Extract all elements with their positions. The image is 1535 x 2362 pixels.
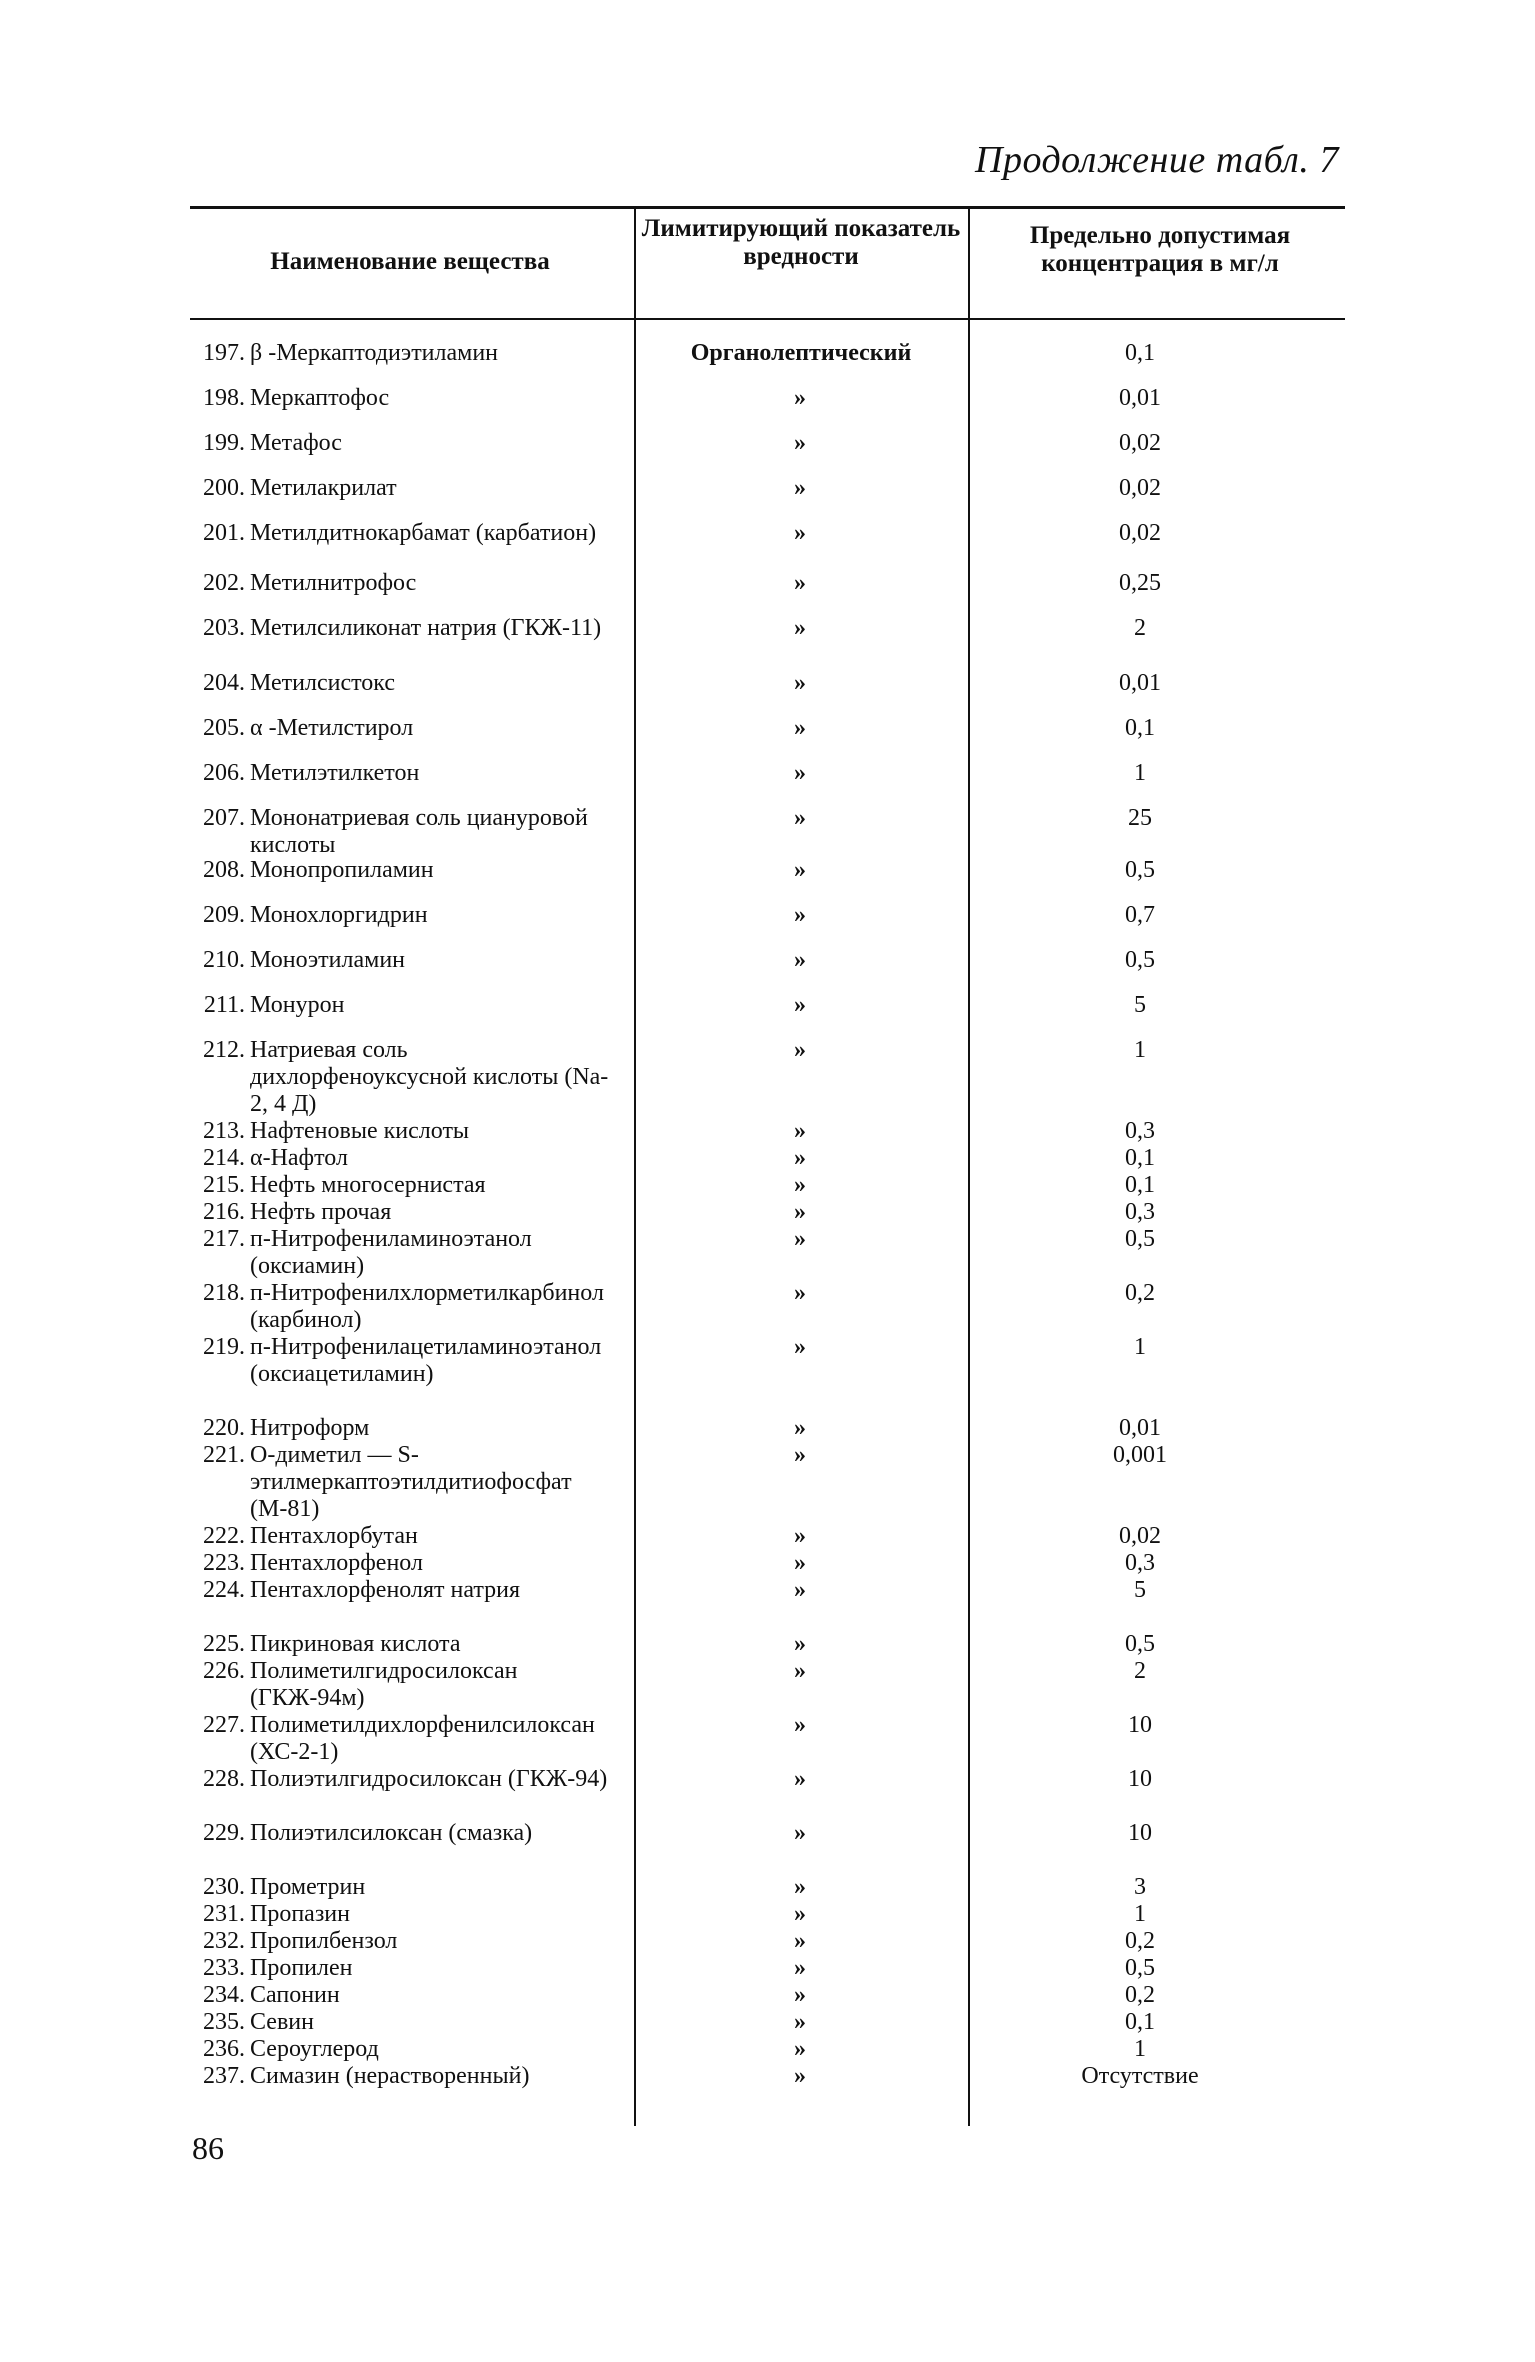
- limiting-indicator: »: [794, 1172, 806, 1198]
- substance-name: Моноэтиламин: [250, 947, 406, 973]
- row-number: 200.: [203, 475, 245, 501]
- limiting-indicator: »: [794, 760, 806, 786]
- continuation-title: Продолжение табл. 7: [975, 139, 1339, 181]
- limiting-indicator: »: [794, 1982, 806, 2008]
- max-concentration: 25: [1128, 805, 1152, 831]
- substance-name: Нафтеновые кислоты: [250, 1118, 470, 1144]
- substance-name: Сероуглерод: [250, 2036, 379, 2062]
- limiting-indicator: »: [794, 857, 806, 883]
- row-number: 204.: [203, 670, 245, 696]
- max-concentration: 0,2: [1125, 1928, 1155, 1954]
- limiting-indicator: »: [794, 1712, 806, 1738]
- max-concentration: 0,3: [1125, 1199, 1155, 1225]
- max-concentration: 0,5: [1125, 1631, 1155, 1657]
- limiting-indicator: »: [794, 992, 806, 1018]
- column-header-indicator: Лимитирующий показатель вредности: [641, 215, 961, 270]
- column-header-name: Наименование вещества: [270, 248, 550, 275]
- row-number: 198.: [203, 385, 245, 411]
- row-number: 206.: [203, 760, 245, 786]
- substance-name: Прометрин: [250, 1874, 366, 1900]
- limiting-indicator: »: [794, 1334, 806, 1360]
- max-concentration: 0,02: [1119, 475, 1161, 501]
- substance-name: Пентахлорбутан: [250, 1523, 418, 1549]
- substance-name: Монурон: [250, 992, 345, 1018]
- row-number: 219.: [203, 1334, 245, 1360]
- max-concentration: 0,1: [1125, 1172, 1155, 1198]
- row-number: 209.: [203, 902, 245, 928]
- max-concentration: 1: [1134, 1037, 1146, 1063]
- limiting-indicator: »: [794, 475, 806, 501]
- row-number: 230.: [203, 1874, 245, 1900]
- limiting-indicator: »: [794, 1550, 806, 1576]
- limiting-indicator: »: [794, 1766, 806, 1792]
- max-concentration: 2: [1134, 1658, 1146, 1684]
- substance-name: п-Нитрофениламиноэтанол (оксиамин): [250, 1226, 532, 1279]
- max-concentration: 10: [1128, 1712, 1152, 1738]
- row-number: 222.: [203, 1523, 245, 1549]
- max-concentration: 0,3: [1125, 1118, 1155, 1144]
- substance-name: Пентахлорфенолят натрия: [250, 1577, 521, 1603]
- row-number: 215.: [203, 1172, 245, 1198]
- max-concentration: 0,1: [1125, 715, 1155, 741]
- limiting-indicator: »: [794, 670, 806, 696]
- row-number: 235.: [203, 2009, 245, 2035]
- substance-name: α-Нафтол: [250, 1145, 348, 1171]
- substance-name: Пентахлорфенол: [250, 1550, 423, 1576]
- limiting-indicator: »: [794, 615, 806, 641]
- max-concentration: 0,7: [1125, 902, 1155, 928]
- limiting-indicator: »: [794, 1415, 806, 1441]
- max-concentration: 0,02: [1119, 430, 1161, 456]
- top-rule: [190, 206, 1345, 209]
- limiting-indicator: »: [794, 1145, 806, 1171]
- limiting-indicator: »: [794, 1901, 806, 1927]
- max-concentration: 0,3: [1125, 1550, 1155, 1576]
- substance-name: Мононатриевая соль циануровой кислоты: [250, 805, 588, 858]
- max-concentration: 0,5: [1125, 1226, 1155, 1252]
- substance-name: Пикриновая кислота: [250, 1631, 461, 1657]
- max-concentration: 1: [1134, 1901, 1146, 1927]
- substance-name: Пропилбензол: [250, 1928, 398, 1954]
- limiting-indicator: »: [794, 947, 806, 973]
- row-number: 208.: [203, 857, 245, 883]
- substance-name: Нефть прочая: [250, 1199, 392, 1225]
- substance-name: Нитроформ: [250, 1415, 370, 1441]
- limiting-indicator: »: [794, 430, 806, 456]
- max-concentration: 0,2: [1125, 1982, 1155, 2008]
- row-number: 207.: [203, 805, 245, 831]
- substance-name: Метилсиликонат натрия (ГКЖ-11): [250, 615, 602, 641]
- substance-name: Метилдитнокарбамат (карбатион): [250, 520, 597, 546]
- row-number: 217.: [203, 1226, 245, 1252]
- substance-name: Метилэтилкетон: [250, 760, 420, 786]
- limiting-indicator: »: [794, 902, 806, 928]
- max-concentration: Отсутствие: [1081, 2063, 1199, 2089]
- max-concentration: 10: [1128, 1766, 1152, 1792]
- limiting-indicator: »: [794, 1199, 806, 1225]
- max-concentration: 0,02: [1119, 1523, 1161, 1549]
- substance-name: п-Нитрофенилацетиламиноэтанол (оксиацетиламин): [250, 1334, 602, 1387]
- limiting-indicator: »: [794, 1442, 806, 1468]
- max-concentration: 0,01: [1119, 1415, 1161, 1441]
- substance-name: Монопропиламин: [250, 857, 434, 883]
- max-concentration: 0,5: [1125, 947, 1155, 973]
- row-number: 232.: [203, 1928, 245, 1954]
- limiting-indicator: »: [794, 520, 806, 546]
- max-concentration: 0,2: [1125, 1280, 1155, 1306]
- row-number: 220.: [203, 1415, 245, 1441]
- limiting-indicator: »: [794, 2063, 806, 2089]
- column-header-value: Предельно допустимая концентрация в мг/л: [1029, 222, 1291, 277]
- limiting-indicator: »: [794, 1523, 806, 1549]
- limiting-indicator: »: [794, 1631, 806, 1657]
- row-number: 212.: [203, 1037, 245, 1063]
- substance-name: Нефть многосернистая: [250, 1172, 486, 1198]
- row-number: 229.: [203, 1820, 245, 1846]
- row-number: 201.: [203, 520, 245, 546]
- substance-name: Сапонин: [250, 1982, 340, 2008]
- max-concentration: 0,01: [1119, 385, 1161, 411]
- substance-name: Севин: [250, 2009, 314, 2035]
- substance-name: α -Метилстирол: [250, 715, 414, 741]
- row-number: 199.: [203, 430, 245, 456]
- limiting-indicator: »: [794, 2036, 806, 2062]
- max-concentration: 0,5: [1125, 1955, 1155, 1981]
- substance-name: Симазин (нерастворенный): [250, 2063, 530, 2089]
- row-number: 225.: [203, 1631, 245, 1657]
- max-concentration: 0,1: [1125, 2009, 1155, 2035]
- header-rule: [190, 318, 1345, 320]
- limiting-indicator: »: [794, 385, 806, 411]
- row-number: 221.: [203, 1442, 245, 1468]
- substance-name: β -Меркаптодиэтиламин: [250, 340, 499, 366]
- row-number: 227.: [203, 1712, 245, 1738]
- limiting-indicator: »: [794, 805, 806, 831]
- row-number: 228.: [203, 1766, 245, 1792]
- max-concentration: 0,5: [1125, 857, 1155, 883]
- limiting-indicator: »: [794, 715, 806, 741]
- column-divider-1: [634, 208, 636, 2126]
- limiting-indicator: »: [794, 1577, 806, 1603]
- row-number: 216.: [203, 1199, 245, 1225]
- limiting-indicator: »: [794, 2009, 806, 2035]
- substance-name: Пропилен: [250, 1955, 353, 1981]
- max-concentration: 0,001: [1113, 1442, 1167, 1468]
- row-number: 234.: [203, 1982, 245, 2008]
- row-number: 231.: [203, 1901, 245, 1927]
- limiting-indicator: »: [794, 1280, 806, 1306]
- limiting-indicator: »: [794, 1118, 806, 1144]
- max-concentration: 1: [1134, 1334, 1146, 1360]
- substance-name: Метилнитрофос: [250, 570, 417, 596]
- row-number: 213.: [203, 1118, 245, 1144]
- substance-name: Полиметилдихлорфенилсилоксан (ХС-2-1): [250, 1712, 595, 1765]
- substance-name: Натриевая соль дихлорфеноуксусной кислоты (Na-2, 4 Д): [250, 1037, 609, 1117]
- row-number: 202.: [203, 570, 245, 596]
- max-concentration: 3: [1134, 1874, 1146, 1900]
- limiting-indicator: »: [794, 1037, 806, 1063]
- max-concentration: 5: [1134, 1577, 1146, 1603]
- substance-name: Полиэтилсилоксан (смазка): [250, 1820, 533, 1846]
- max-concentration: 1: [1134, 760, 1146, 786]
- limiting-indicator: »: [794, 1955, 806, 1981]
- row-number: 237.: [203, 2063, 245, 2089]
- max-concentration: 10: [1128, 1820, 1152, 1846]
- row-number: 236.: [203, 2036, 245, 2062]
- column-divider-2: [968, 208, 970, 2126]
- substance-name: п-Нитрофенилхлорметилкарбинол (карбинол): [250, 1280, 604, 1333]
- limiting-indicator: »: [794, 1226, 806, 1252]
- substance-name: Полиметилгидросилоксан (ГКЖ-94м): [250, 1658, 518, 1711]
- row-number: 223.: [203, 1550, 245, 1576]
- row-number: 203.: [203, 615, 245, 641]
- substance-name: О-диметил — S-этилмеркаптоэтилдитиофосфат (М-81): [250, 1442, 572, 1522]
- max-concentration: 0,1: [1125, 1145, 1155, 1171]
- substance-name: Метилсистокс: [250, 670, 396, 696]
- substance-name: Монохлоргидрин: [250, 902, 428, 928]
- limiting-indicator: »: [794, 1658, 806, 1684]
- limiting-indicator: »: [794, 1928, 806, 1954]
- row-number: 224.: [203, 1577, 245, 1603]
- row-number: 233.: [203, 1955, 245, 1981]
- row-number: 226.: [203, 1658, 245, 1684]
- row-number: 205.: [203, 715, 245, 741]
- limiting-indicator: Органолептический: [690, 340, 912, 366]
- max-concentration: 0,02: [1119, 520, 1161, 546]
- max-concentration: 0,01: [1119, 670, 1161, 696]
- limiting-indicator: »: [794, 1874, 806, 1900]
- row-number: 214.: [203, 1145, 245, 1171]
- substance-name: Метилакрилат: [250, 475, 397, 501]
- substance-name: Меркаптофос: [250, 385, 390, 411]
- max-concentration: 1: [1134, 2036, 1146, 2062]
- substance-name: Пропазин: [250, 1901, 350, 1927]
- max-concentration: 0,1: [1125, 340, 1155, 366]
- limiting-indicator: »: [794, 570, 806, 596]
- substance-name: Полиэтилгидросилоксан (ГКЖ-94): [250, 1766, 608, 1792]
- row-number: 197.: [203, 340, 245, 366]
- page-number: 86: [192, 2130, 224, 2166]
- row-number: 218.: [203, 1280, 245, 1306]
- limiting-indicator: »: [794, 1820, 806, 1846]
- max-concentration: 5: [1134, 992, 1146, 1018]
- max-concentration: 2: [1134, 615, 1146, 641]
- row-number: 211.: [203, 992, 245, 1018]
- substance-name: Метафос: [250, 430, 342, 456]
- max-concentration: 0,25: [1119, 570, 1161, 596]
- row-number: 210.: [203, 947, 245, 973]
